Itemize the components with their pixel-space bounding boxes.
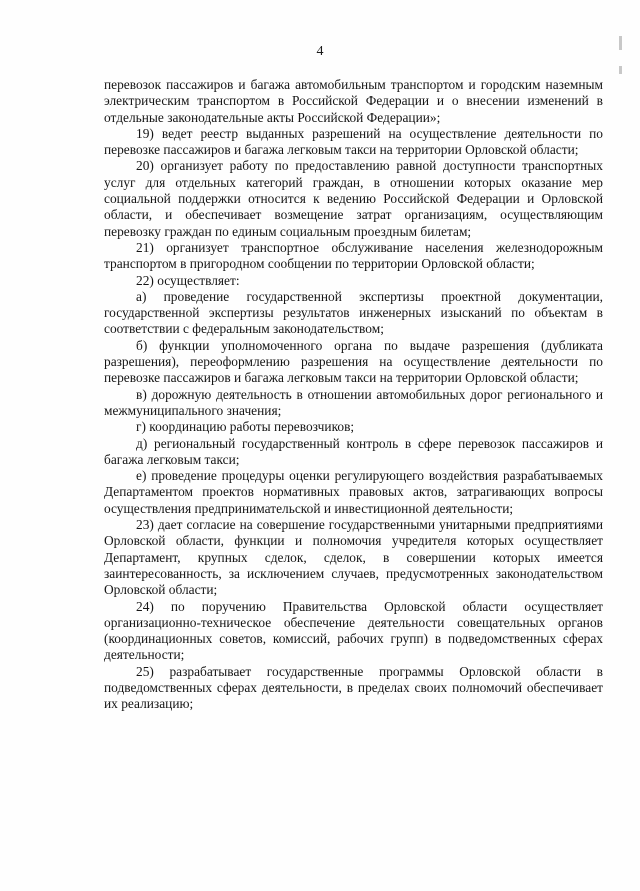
paragraph: 21) организует транспортное обслуживание населения железнодорожным транспортом в пригородном сообщении по территории Орловской области; [104,239,603,272]
scan-artifact-mark [619,66,622,74]
paragraph: г) координацию работы перевозчиков; [136,419,355,435]
paragraph: 22) осуществляет: [136,272,240,288]
paragraph: перевозок пассажиров и багажа автомобильным транспортом и городским наземным электрическим транспортом в Российской Федерации и о внесении изменений в отдельные законодательные акты Российской Федерации»; [104,77,603,125]
paragraph: 23) дает согласие на совершение государственными унитарными предприятиями Орловской области, функции и полномочия учредителя которых осуществляет Департамент, крупных сделок, сделок, в совершении которых имеется заинтересованность, за исключением случаев, предусмотренных законодательством Орловской области; [104,517,603,598]
paragraph: 20) организует работу по предоставлению равной доступности транспортных услуг для отдельных категорий граждан, в отношении которых оказание мер социальной поддержки относится к ведению Российской Федерации и Орловской области, и обеспечивает возмещение затрат организациям, осуществляющим перевозку граждан по единым социальным проездным билетам; [104,158,603,239]
paragraph: 24) по поручению Правительства Орловской области осуществляет организационно-техническое обеспечение деятельности совещательных органов (координационных советов, комиссий, рабочих групп) в подведомственных сферах деятельности; [104,598,603,663]
page-number: 4 [316,44,324,59]
paragraph: д) региональный государственный контроль в сфере перевозок пассажиров и багажа легковым такси; [104,435,603,467]
paragraph: а) проведение государственной экспертизы проектной документации, государственной экспертизы результатов инженерных изысканий по объектам в соответствии с федеральным законодательством; [104,288,603,337]
paragraph: 25) разрабатывает государственные программы Орловской области в подведомственных сферах деятельности, в пределах своих полномочий обеспечивает их реализацию; [104,663,603,712]
paragraph: б) функции уполномоченного органа по выдаче разрешения (дубликата разрешения), переоформлению разрешения на осуществление деятельности по перевозке пассажиров и багажа легковым такси на территории Орловской области; [104,337,603,386]
paragraph: в) дорожную деятельность в отношении автомобильных дорог регионального и межмуниципального значения; [104,386,603,418]
scan-artifact-mark [619,36,622,50]
paragraph: е) проведение процедуры оценки регулирующего воздействия разрабатываемых Департаментом проектов нормативных правовых актов, затрагивающих вопросы осуществления предпринимательской и инвестиционной деятельности; [104,468,603,516]
paragraph: 19) ведет реестр выданных разрешений на осуществление деятельности по перевозке пассажиров и багажа легковым такси на территории Орловской области; [104,125,603,158]
document-body [104,77,603,713]
